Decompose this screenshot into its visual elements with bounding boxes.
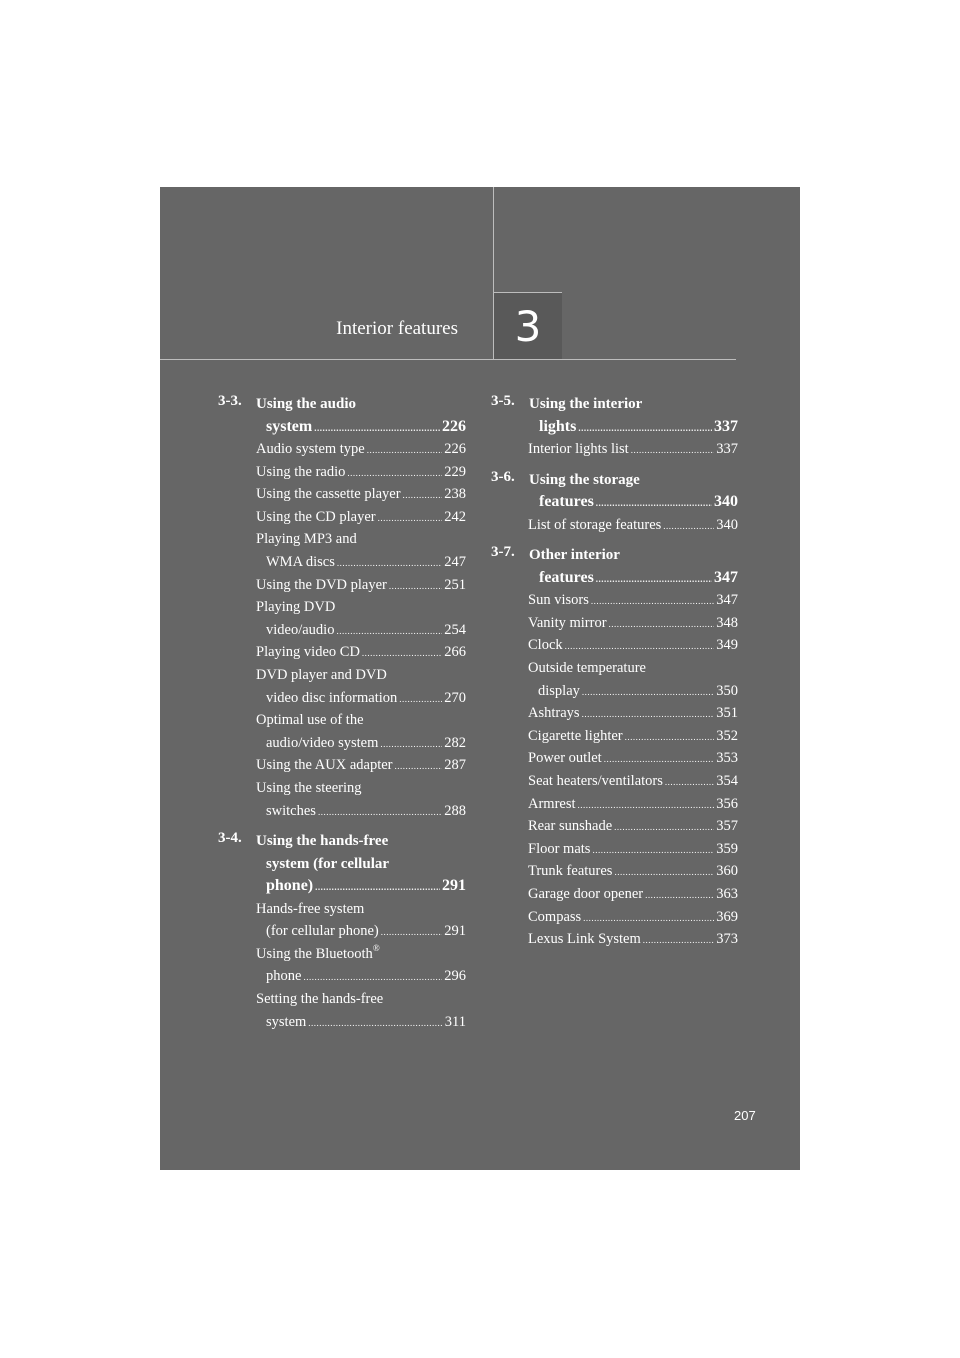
entry-text: Using the radio (256, 463, 346, 480)
entry-text: phone (266, 968, 302, 985)
entry-text: Floor mats (528, 840, 591, 857)
section-page: 340 (714, 493, 738, 511)
entry-page: 238 (444, 486, 466, 503)
section-heading (218, 393, 466, 438)
entry-text: Playing DVD (256, 599, 336, 616)
toc-entry (256, 528, 466, 573)
entry-text: Playing video CD (256, 644, 360, 661)
section-title-text: Using the storage (529, 471, 640, 488)
entry-line (528, 657, 738, 680)
toc-entry (528, 747, 738, 770)
entry-text: Setting the hands-free (256, 990, 384, 1007)
entry-line (528, 860, 738, 883)
toc-entry (528, 883, 738, 906)
section-title-text: features (539, 568, 594, 586)
section-number: 3-6. (491, 468, 515, 485)
toc-entry (256, 574, 466, 597)
dot-leader (308, 1012, 443, 1035)
section-page: 347 (714, 568, 738, 586)
section-title-text: system (for cellular (266, 855, 390, 872)
entry-page: 282 (444, 734, 466, 751)
dot-leader (604, 748, 715, 771)
dot-leader (625, 726, 715, 749)
entry-page: 359 (716, 840, 738, 857)
dot-leader (347, 462, 442, 485)
entry-text: system (266, 1013, 307, 1030)
entry-text: audio/video system (266, 734, 379, 751)
entry-text: Seat heaters/ventilators (528, 772, 663, 789)
toc-entry (528, 657, 738, 702)
section-title-line (218, 416, 466, 439)
entry-line (256, 709, 466, 732)
chapter-number-tab: 3 (493, 292, 562, 359)
toc-entry (256, 483, 466, 506)
entry-line (256, 800, 466, 823)
entry-text: WMA discs (266, 553, 335, 570)
page-number: 207 (734, 1108, 756, 1123)
toc-section (491, 544, 738, 951)
section-number: 3-7. (491, 544, 515, 561)
entry-line (528, 634, 738, 657)
entry-page: 347 (716, 592, 738, 609)
section-title-line (491, 491, 738, 514)
section-page: 337 (714, 417, 738, 435)
entry-line (256, 596, 466, 619)
dot-leader (336, 620, 442, 643)
entry-page: 296 (444, 968, 466, 985)
dot-leader (592, 839, 714, 862)
dot-leader (591, 590, 714, 613)
dot-leader (578, 794, 715, 817)
toc-entry (256, 988, 466, 1033)
entry-line (256, 506, 466, 529)
toc-entry (528, 815, 738, 838)
entry-line (528, 589, 738, 612)
entry-text: Garage door opener (528, 885, 644, 902)
entry-text: Compass (528, 908, 582, 925)
dot-leader (582, 681, 714, 704)
entry-page: 266 (444, 644, 466, 661)
dot-leader (337, 552, 442, 575)
entry-line (256, 438, 466, 461)
section-items (491, 589, 738, 951)
dot-leader (314, 417, 440, 440)
entry-line (256, 988, 466, 1011)
entry-line (256, 641, 466, 664)
toc-entry (528, 702, 738, 725)
entry-text: Cigarette lighter (528, 727, 623, 744)
dot-leader (565, 635, 715, 658)
dot-leader (399, 688, 442, 711)
entry-page: 254 (444, 621, 466, 638)
dot-leader (378, 507, 443, 530)
dot-leader (395, 755, 443, 778)
dot-leader (362, 642, 442, 665)
entry-text: Clock (528, 637, 563, 654)
toc-entry (256, 596, 466, 641)
entry-page: 353 (716, 750, 738, 767)
entry-line (256, 777, 466, 800)
entry-text: List of storage features (528, 516, 662, 533)
entry-text: Using the CD player (256, 508, 376, 525)
section-title-line (218, 393, 466, 416)
section-items (218, 898, 466, 1034)
entry-text: Using the AUX adapter (256, 757, 393, 774)
section-number: 3-4. (218, 830, 242, 847)
entry-page: 348 (716, 614, 738, 631)
entry-page: 337 (716, 441, 738, 457)
toc-entry (528, 906, 738, 929)
entry-line (528, 725, 738, 748)
toc-entry (256, 438, 466, 461)
toc-entry (256, 461, 466, 484)
entry-line (528, 747, 738, 770)
entry-page: 226 (444, 441, 466, 457)
entry-page: 288 (444, 802, 466, 819)
entry-page: 360 (716, 863, 738, 880)
entry-line (528, 612, 738, 635)
entry-line (256, 461, 466, 484)
entry-page: 291 (444, 923, 466, 940)
entry-line (528, 883, 738, 906)
entry-line (256, 1011, 466, 1034)
entry-page: 350 (716, 682, 738, 699)
dot-leader (315, 876, 440, 899)
entry-line (528, 793, 738, 816)
section-heading (491, 469, 738, 514)
entry-line (528, 928, 738, 951)
toc-entry (528, 928, 738, 951)
entry-text: Trunk features (528, 863, 613, 880)
entry-page: 369 (716, 908, 738, 925)
section-title-line (218, 853, 466, 876)
entry-line (256, 574, 466, 597)
entry-line (528, 906, 738, 929)
section-title-line (491, 416, 738, 439)
toc-entry (528, 725, 738, 748)
dot-leader (380, 733, 442, 756)
entry-page: 340 (716, 516, 738, 533)
entry-page: 349 (716, 637, 738, 654)
dot-leader (583, 907, 714, 930)
section-items (491, 438, 738, 461)
section-heading (491, 393, 738, 438)
entry-text: switches (266, 802, 316, 819)
toc-section (218, 393, 466, 822)
dot-leader (389, 575, 442, 598)
toc-entry (528, 589, 738, 612)
toc-column-left (218, 393, 466, 1041)
dot-leader (596, 492, 712, 515)
entry-line (256, 965, 466, 988)
entry-text: (for cellular phone) (266, 923, 379, 940)
entry-line (256, 898, 466, 921)
entry-line (256, 754, 466, 777)
dot-leader (596, 568, 712, 591)
entry-page: 311 (444, 1013, 466, 1030)
dot-leader (582, 703, 715, 726)
section-title-text: system (266, 417, 313, 435)
entry-text: display (538, 682, 580, 699)
section-title-text: phone) (266, 877, 314, 895)
entry-page: 270 (444, 689, 466, 706)
dot-leader (614, 861, 714, 884)
entry-text: Power outlet (528, 750, 602, 767)
toc-section (218, 830, 466, 1033)
section-page: 291 (442, 877, 466, 895)
entry-text: Rear sunshade (528, 818, 613, 835)
entry-page: 229 (444, 463, 466, 480)
section-number: 3-5. (491, 393, 515, 409)
entry-page: 357 (716, 818, 738, 835)
entry-text: Using the DVD player (256, 576, 387, 593)
toc-entry (528, 860, 738, 883)
toc-entry (528, 634, 738, 657)
section-title-line (491, 567, 738, 590)
section-heading (218, 830, 466, 898)
section-title-text: features (539, 493, 594, 511)
entry-text: Armrest (528, 795, 576, 812)
entry-page: 363 (716, 885, 738, 902)
toc-entry (528, 438, 738, 461)
dot-leader (631, 439, 715, 462)
toc-entry (528, 612, 738, 635)
entry-line (528, 702, 738, 725)
section-title-line (491, 469, 738, 492)
entry-line (528, 438, 738, 461)
dot-leader (665, 771, 714, 794)
dot-leader (381, 921, 443, 944)
toc-entry (528, 514, 738, 537)
entry-text: video disc information (266, 689, 398, 706)
dot-leader (578, 417, 712, 440)
section-items (218, 438, 466, 822)
section-items (491, 514, 738, 537)
toc-section (491, 469, 738, 537)
entry-line (256, 528, 466, 551)
entry-text: Interior lights list (528, 441, 629, 457)
toc-entry (528, 793, 738, 816)
entry-page: 251 (444, 576, 466, 593)
entry-line (256, 664, 466, 687)
toc-entry (256, 898, 466, 943)
toc-entry (528, 770, 738, 793)
entry-line (256, 920, 466, 943)
entry-line (256, 483, 466, 506)
entry-text: Outside temperature (528, 659, 646, 676)
entry-line (256, 619, 466, 642)
section-title-line (491, 544, 738, 567)
entry-text: Using the Bluetooth® (256, 942, 380, 962)
entry-text: Using the cassette player (256, 486, 401, 503)
entry-line (528, 680, 738, 703)
entry-text: Sun visors (528, 592, 589, 609)
dot-leader (645, 884, 714, 907)
toc-section (491, 393, 738, 461)
dot-leader (367, 439, 443, 462)
entry-line (256, 943, 466, 966)
entry-page: 351 (716, 705, 738, 722)
section-title-text: lights (539, 417, 577, 435)
entry-text: Hands-free system (256, 900, 365, 917)
dot-leader (614, 816, 714, 839)
entry-page: 247 (444, 553, 466, 570)
entry-line (528, 770, 738, 793)
section-title-text: Using the audio (256, 396, 357, 412)
entry-page: 242 (444, 508, 466, 525)
section-title-text: Other interior (529, 547, 620, 564)
entry-line (528, 514, 738, 537)
entry-text: DVD player and DVD (256, 666, 387, 683)
section-number: 3-3. (218, 393, 242, 409)
entry-text: Optimal use of the (256, 712, 364, 729)
entry-line (528, 838, 738, 861)
dot-leader (318, 801, 442, 824)
entry-line (256, 687, 466, 710)
section-title-line (218, 830, 466, 853)
toc-entry (256, 506, 466, 529)
dot-leader (403, 484, 443, 507)
dot-leader (643, 929, 714, 952)
toc-entry (256, 777, 466, 822)
entry-text: video/audio (266, 621, 335, 638)
entry-page: 373 (716, 931, 738, 948)
section-page: 226 (442, 417, 466, 435)
toc-entry (256, 754, 466, 777)
entry-page: 356 (716, 795, 738, 812)
entry-text: Using the steering (256, 779, 362, 796)
toc-entry (256, 664, 466, 709)
entry-page: 354 (716, 772, 738, 789)
section-heading (491, 544, 738, 589)
registered-mark: ® (372, 942, 380, 953)
entry-text: Lexus Link System (528, 931, 641, 948)
section-title-line (218, 875, 466, 898)
entry-text: Vanity mirror (528, 614, 607, 631)
entry-line (256, 732, 466, 755)
entry-line (256, 551, 466, 574)
entry-text: Playing MP3 and (256, 531, 357, 548)
dot-leader (663, 515, 714, 538)
entry-text: Audio system type (256, 441, 365, 457)
toc-entry (528, 838, 738, 861)
dot-leader (303, 966, 442, 989)
toc-entry (256, 943, 466, 988)
entry-line (528, 815, 738, 838)
section-title-text: Using the hands-free (256, 833, 389, 850)
chapter-title: Interior features (336, 318, 458, 339)
toc-entry (256, 709, 466, 754)
dot-leader (609, 613, 715, 636)
entry-page: 287 (444, 757, 466, 774)
toc-entry (256, 641, 466, 664)
section-title-line (491, 393, 738, 416)
toc-column-right (491, 393, 738, 959)
header-divider-horizontal (160, 359, 736, 360)
entry-text: Ashtrays (528, 705, 580, 722)
section-title-text: Using the interior (529, 396, 643, 412)
entry-page: 352 (716, 727, 738, 744)
